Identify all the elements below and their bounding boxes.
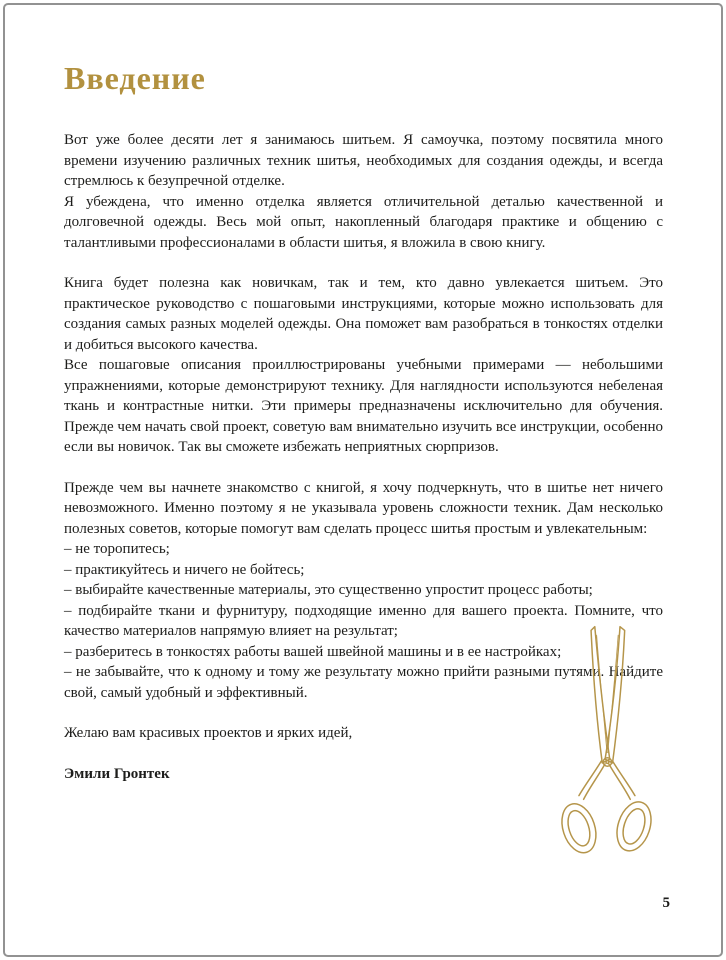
scissors-icon — [550, 622, 662, 874]
closing-line: Желаю вам красивых проектов и ярких идей, — [64, 725, 353, 741]
author-name: Эмили Гронтек — [64, 765, 170, 782]
page-title: Введение — [64, 60, 206, 96]
paragraph-block-1 — [64, 130, 663, 253]
paragraph: Я убеждена, что именно отделка является отличительной деталью качественной и долговечной одежды. Весь мой опыт, накопленный благодаря практике и общению с талантливыми профессионалами в области шитья, я вложила в свою книгу. — [64, 193, 663, 251]
list-item: – выбирайте качественные материалы, это существенно упростит процесс работы; — [64, 582, 593, 598]
paragraph: Вот уже более десяти лет я занимаюсь шитьем. Я самоучка, поэтому посвятила много времени изучению различных техник шитья, необходимых для создания одежды, и всегда стремлюсь к безупречной отделке. — [64, 132, 663, 189]
list-item: – подбирайте ткани и фурнитуру, подходящие именно для вашего проекта. Помните, что качество материалов напрямую влияет на результат; — [64, 602, 663, 639]
list-item: – не торопитесь; — [64, 541, 170, 557]
paragraph: Все пошаговые описания проиллюстрированы учебными примерами — небольшими упражнениями, которые демонстрируют технику. Для наглядности используются небеленая ткань и контрастные нитки. Эти примеры предназначены исключительно для обучения. Прежде чем начать свой проект, советую вам внимательно изучить все инструкции, особенно если вы новичок. Так вы сможете избежать неприятных сюрпризов. — [64, 357, 663, 455]
list-item: – практикуйтесь и ничего не бойтесь; — [64, 561, 305, 578]
paragraph: Книга будет полезна как новичкам, так и тем, кто давно увлекается шитьем. Это практическое руководство с пошаговыми инструкциями, которые можно использовать для создания самых разных моделей одежды. Она поможет вам разобраться в тонкостях отделки и добиться высокого качества. — [64, 275, 663, 353]
list-item: – разберитесь в тонкостях работы вашей швейной машины и в ее настройках; — [64, 643, 562, 660]
paragraph: Прежде чем вы начнете знакомство с книгой, я хочу подчеркнуть, что в шитье нет ничего невозможного. Именно поэтому я не указывала уровень сложности техник. Дам несколько полезных советов, которые помогут вам сделать процесс шитья простым и увлекательным: — [64, 479, 663, 537]
list-item: – не забывайте, что к одному и тому же результату можно прийти разными путями. Найдите свой, самый удобный и эффективный. — [64, 664, 663, 701]
paragraph-block-2 — [64, 273, 663, 458]
page-number: 5 — [662, 895, 670, 911]
